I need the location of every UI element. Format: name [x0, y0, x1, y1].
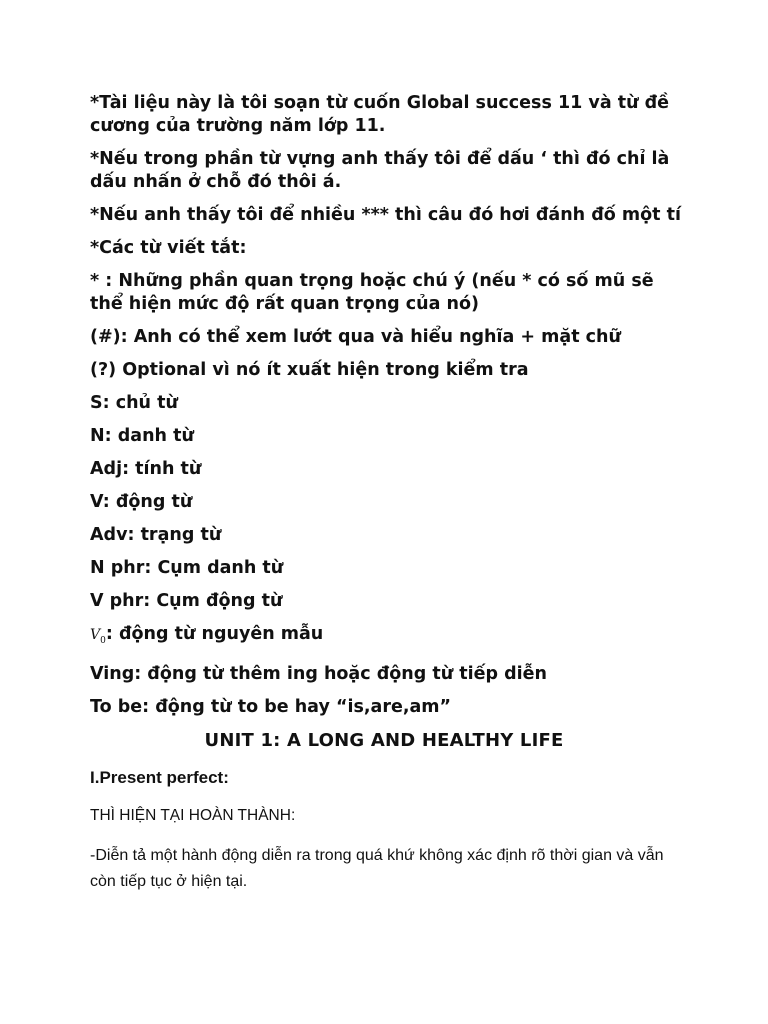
section-subheading: THÌ HIỆN TẠI HOÀN THÀNH:: [90, 806, 296, 824]
abbr-adjective: Adj: tính từ: [90, 459, 202, 479]
abbr-noun-phrase: N phr: Cụm danh từ: [90, 558, 284, 578]
unit-title: UNIT 1: A LONG AND HEALTHY LIFE: [204, 729, 564, 751]
abbr-noun: N: danh từ: [90, 426, 194, 446]
abbr-verb-phrase: V phr: Cụm động từ: [90, 591, 283, 611]
note-skim-mark: (#): Anh có thể xem lướt qua và hiểu nghĩa + mặt chữ: [90, 327, 621, 347]
abbr-adverb: Adv: trạng từ: [90, 525, 222, 545]
abbr-verb: V: động từ: [90, 492, 193, 512]
note-abbreviations-heading: *Các từ viết tắt:: [90, 238, 247, 258]
note-difficult: *Nếu anh thấy tôi để nhiều *** thì câu đó hơi đánh đố một tí: [90, 205, 681, 225]
abbr-to-be: To be: động từ to be hay “is,are,am”: [90, 696, 452, 717]
note-source: *Tài liệu này là tôi soạn từ cuốn Global success 11 và từ đề cương của trường năm lớp 11.: [90, 93, 670, 136]
abbr-ving: Ving: động từ thêm ing hoặc động từ tiếp diễn: [90, 663, 547, 684]
note-optional-mark: (?) Optional vì nó ít xuất hiện trong kiểm tra: [90, 360, 529, 380]
abbr-subject: S: chủ từ: [90, 393, 178, 413]
v0-definition: : động từ nguyên mẫu: [105, 624, 324, 644]
section-heading: I.Present perfect:: [90, 767, 229, 787]
note-stress-mark: *Nếu trong phần từ vựng anh thấy tôi để dấu ‘ thì đó chỉ là dấu nhấn ở chỗ đó thôi á.: [90, 149, 670, 192]
v0-symbol: $V_0$: [90, 627, 106, 646]
abbr-base-verb: [90, 623, 690, 653]
note-important-mark: * : Những phần quan trọng hoặc chú ý (nếu * có số mũ sẽ thể hiện mức độ rất quan trọng của nó): [90, 271, 654, 314]
section-paragraph: -Diễn tả một hành động diễn ra trong quá khứ không xác định rõ thời gian và vẫn còn tiếp tục ở hiện tại.: [90, 846, 664, 890]
document-page: [90, 92, 690, 895]
